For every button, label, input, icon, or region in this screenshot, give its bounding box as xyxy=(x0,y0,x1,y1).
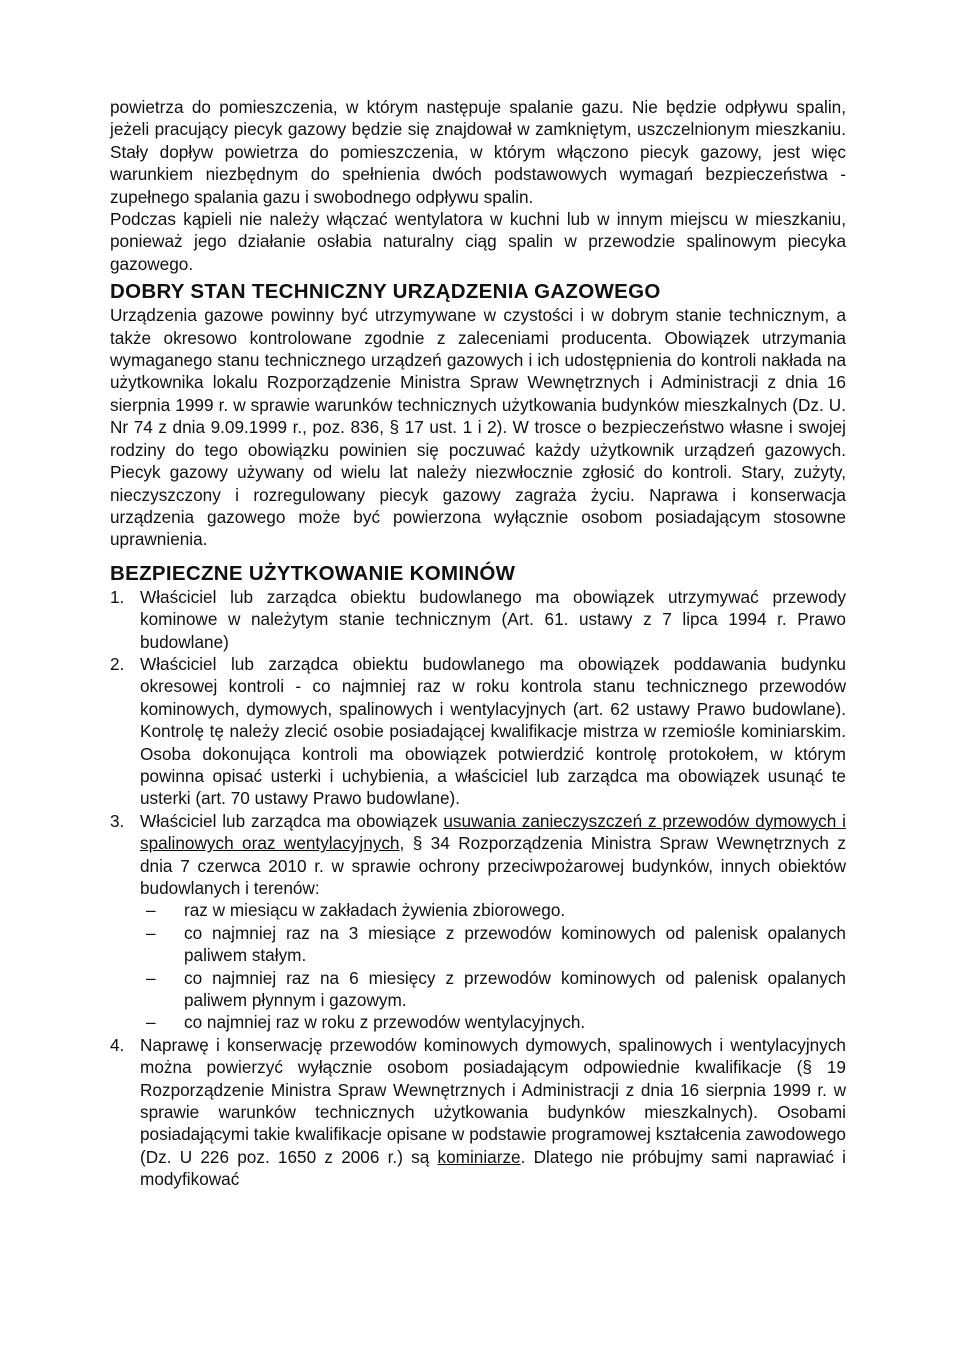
list-item-text-end: , § 34 Rozporządzenia Ministra Spraw Wewnętrznych z dnia 7 czerwca 2010 r. w sprawie ochrony przeciwpożarowej budynków, innych obiektów budowlanych i terenów: xyxy=(140,833,846,898)
sub-list-item xyxy=(140,967,846,1012)
sub-list-item-text: co najmniej raz na 6 miesięcy z przewodów kominowych od palenisk opalanych paliwem płynnym i gazowym. xyxy=(184,967,846,1011)
underlined-word-chimney-sweeps: kominiarze xyxy=(437,1146,521,1167)
sub-list-item-text: co najmniej raz w roku z przewodów wentylacyjnych. xyxy=(184,1012,586,1033)
list-item-number: 4. xyxy=(110,1034,125,1055)
sub-list-item xyxy=(140,922,846,967)
underlined-phrase-cleaning: usuwania zanieczyszczeń z przewodów dymowych i spalinowych oraz wentylacyjnych xyxy=(140,810,846,854)
dash-bullet-icon: – xyxy=(146,922,156,943)
chimney-rules-list xyxy=(110,586,846,1191)
cleaning-frequency-list xyxy=(140,899,846,1033)
sub-list-item xyxy=(140,899,846,921)
document-content xyxy=(110,96,846,1191)
list-item-text-start: Właściciel lub zarządca ma obowiązek xyxy=(140,810,444,831)
list-item-number: 1. xyxy=(110,586,125,607)
list-item-text-end: . Dlatego nie próbujmy sami naprawiać i modyfikować xyxy=(140,1146,846,1190)
dash-bullet-icon: – xyxy=(146,900,156,921)
list-item xyxy=(110,810,846,1034)
list-item xyxy=(110,653,846,810)
dash-bullet-icon: – xyxy=(146,967,156,988)
sub-list-item xyxy=(140,1011,846,1033)
list-item-number: 2. xyxy=(110,653,125,674)
intro-paragraph-1: powietrza do pomieszczenia, w którym następuje spalanie gazu. Nie będzie odpływu spalin, jeżeli pracujący piecyk gazowy będzie się znajdował w zamkniętym, uszczelnionym mieszkaniu. Stały dopływ powietrza do pomieszczenia, w którym włączono piecyk gazowy, jest więc warunkiem niezbędnym do spełnienia dwóch podstawowych wymagań bezpieczeństwa - zupełnego spalania gazu i swobodnego odpływu spalin. xyxy=(110,97,846,207)
list-item xyxy=(110,586,846,653)
list-item-text: Właściciel lub zarządca obiektu budowlanego ma obowiązek poddawania budynku okresowej kontroli - co najmniej raz w roku kontrola stanu technicznego przewodów kominowych, dymowych, spalinowych i wentylacyjnych (art. 62 ustawy Prawo budowlane). Kontrolę tę należy zlecić osobie posiadającej kwalifikacje mistrza w rzemiośle kominiarskim. Osoba dokonująca kontroli ma obowiązek potwierdzić kontrolę protokołem, w którym powinna opisać usterki i uchybienia, a właściciel lub zarządca ma obowiązek usunąć te usterki (art. 70 ustawy Prawo budowlane). xyxy=(140,653,846,809)
section-heading-chimneys: BEZPIECZNE UŻYTKOWANIE KOMINÓW xyxy=(110,561,516,585)
list-item-text-start: Naprawę i konserwację przewodów kominowych dymowych, spalinowych i wentylacyjnych można powierzyć wyłącznie osobom posiadającym odpowiednie kwalifikacje (§ 19 Rozporządzenie Ministra Spraw Wewnętrznych i Administracji z dnia 16 sierpnia 1999 r. w sprawie warunków technicznych użytkowania budynków mieszkalnych). Osobami posiadającymi takie kwalifikacje opisane w podstawie programowej kształcenia zawodowego (Dz. U 226 poz. 1650 z 2006 r.) są xyxy=(140,1034,846,1167)
list-item-number: 3. xyxy=(110,810,125,831)
intro-paragraph-2: Podczas kąpieli nie należy włączać wentylatora w kuchni lub w innym miejscu w mieszkaniu, ponieważ jego działanie osłabia naturalny ciąg spalin w przewodzie spalinowym piecyka gazowego. xyxy=(110,209,846,274)
section-heading-gas-device: DOBRY STAN TECHNICZNY URZĄDZENIA GAZOWEGO xyxy=(110,280,661,304)
list-item-text: Właściciel lub zarządca obiektu budowlanego ma obowiązek utrzymywać przewody kominowe w należytym stanie technicznym (Art. 61. ustawy z 7 lipca 1994 r. Prawo budowlane) xyxy=(140,586,846,652)
list-item xyxy=(110,1034,846,1191)
dash-bullet-icon: – xyxy=(146,1012,156,1033)
gas-device-paragraph: Urządzenia gazowe powinny być utrzymywane w czystości i w dobrym stanie technicznym, a także okresowo kontrolowane zgodnie z zaleceniami producenta. Obowiązek utrzymania wymaganego stanu technicznego urządzeń gazowych i ich udostępnienia do kontroli nakłada na użytkownika lokalu Rozporządzenie Ministra Spraw Wewnętrznych i Administracji z dnia 16 sierpnia 1999 r. w sprawie warunków technicznych użytkowania budynków mieszkalnych (Dz. U. Nr 74 z dnia 9.09.1999 r., poz. 836, § 17 ust. 1 i 2). W trosce o bezpieczeństwo własne i swojej rodziny do tego obowiązku powinien się poczuwać każdy użytkownik urządzeń gazowych. Piecyk gazowy używany od wielu lat należy niezwłocznie zgłosić do kontroli. Stary, zużyty, nieczyszczony i rozregulowany piecyk gazowy zagraża życiu. Naprawa i konserwacja urządzenia gazowego może być powierzona wyłącznie osobom posiadającym stosowne uprawnienia. xyxy=(110,305,846,550)
sub-list-item-text: raz w miesiącu w zakładach żywienia zbiorowego. xyxy=(184,900,566,921)
sub-list-item-text: co najmniej raz na 3 miesiące z przewodów kominowych od palenisk opalanych paliwem stałym. xyxy=(184,922,846,966)
